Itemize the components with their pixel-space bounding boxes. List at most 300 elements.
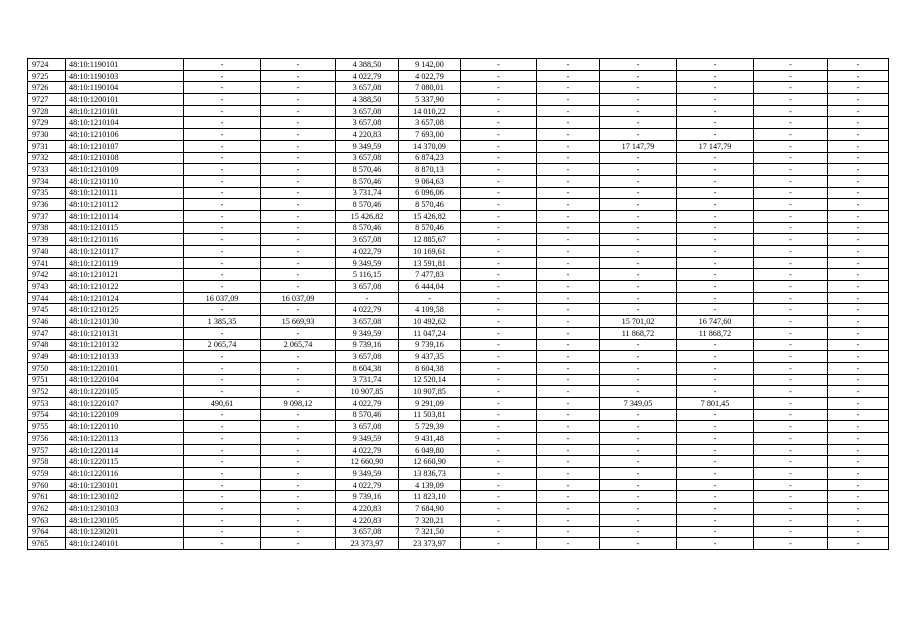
cadastral-value-table [27,58,889,550]
value-cell: - [184,199,261,211]
table-row [28,210,889,222]
value-cell: - [461,257,537,269]
value-cell: - [184,433,261,445]
value-cell: 9 739,16 [336,491,399,503]
value-cell: - [461,374,537,386]
value-cell: 3 657,08 [336,152,399,164]
value-cell: 8 604,38 [399,362,461,374]
value-cell: - [828,444,889,456]
value-cell: - [828,421,889,433]
table-row [28,152,889,164]
table-row [28,105,889,117]
value-cell: - [754,304,828,316]
value-cell: - [184,468,261,480]
value-cell: - [677,59,754,71]
value-cell: - [754,94,828,106]
value-cell: - [184,503,261,515]
value-cell: - [600,526,677,538]
value-cell: 6 096,06 [399,187,461,199]
value-cell: - [261,222,336,234]
value-cell: - [261,117,336,129]
value-cell: - [828,433,889,445]
value-cell: - [537,514,600,526]
value-cell: 9 349,59 [336,468,399,480]
value-cell: 8 570,46 [336,199,399,211]
cadastral-number: 48:10:1220107 [66,397,184,409]
value-cell: - [677,117,754,129]
value-cell: - [184,351,261,363]
value-cell: - [184,59,261,71]
row-number: 9727 [28,94,66,106]
value-cell: - [600,269,677,281]
value-cell: - [184,409,261,421]
table-row [28,433,889,445]
row-number: 9742 [28,269,66,281]
value-cell: - [461,199,537,211]
value-cell: - [537,397,600,409]
value-cell: - [754,210,828,222]
value-cell: 15 426,82 [399,210,461,222]
value-cell: - [677,421,754,433]
value-cell: - [828,70,889,82]
value-cell: - [184,82,261,94]
table-row [28,538,889,550]
value-cell: 4 139,09 [399,479,461,491]
row-number: 9759 [28,468,66,480]
value-cell: - [461,94,537,106]
value-cell: - [828,117,889,129]
value-cell: - [461,281,537,293]
value-cell: - [537,538,600,550]
cadastral-number: 48:10:1210104 [66,117,184,129]
value-cell: - [828,105,889,117]
value-cell: - [600,479,677,491]
value-cell: - [184,362,261,374]
value-cell: - [261,456,336,468]
value-cell: - [754,339,828,351]
value-cell: 3 657,08 [336,526,399,538]
value-cell: - [828,140,889,152]
value-cell: 8 570,46 [336,175,399,187]
table-row [28,327,889,339]
table-row [28,129,889,141]
value-cell: - [461,409,537,421]
row-number: 9745 [28,304,66,316]
value-cell: - [537,140,600,152]
value-cell: 3 657,08 [336,421,399,433]
value-cell: - [261,257,336,269]
value-cell: - [537,94,600,106]
table-row [28,246,889,258]
value-cell: - [184,444,261,456]
value-cell: - [461,292,537,304]
value-cell: - [828,456,889,468]
value-cell: - [461,386,537,398]
value-cell: - [184,210,261,222]
value-cell: - [461,397,537,409]
value-cell: 11 823,10 [399,491,461,503]
row-number: 9731 [28,140,66,152]
value-cell: 8 870,13 [399,164,461,176]
value-cell: - [754,374,828,386]
row-number: 9741 [28,257,66,269]
value-cell: - [600,292,677,304]
cadastral-number: 48:10:1210111 [66,187,184,199]
value-cell: - [828,386,889,398]
value-cell: - [184,140,261,152]
value-cell: - [461,538,537,550]
table-row [28,234,889,246]
value-cell: - [677,175,754,187]
row-number: 9750 [28,362,66,374]
cadastral-number: 48:10:1210119 [66,257,184,269]
row-number: 9762 [28,503,66,515]
value-cell: - [184,164,261,176]
value-cell: 14 370,09 [399,140,461,152]
cadastral-number: 48:10:1220101 [66,362,184,374]
row-number: 9763 [28,514,66,526]
value-cell: 11 047,24 [399,327,461,339]
value-cell: 3 657,08 [336,351,399,363]
value-cell: 7 321,50 [399,526,461,538]
value-cell: - [461,526,537,538]
value-cell: - [600,362,677,374]
row-number: 9747 [28,327,66,339]
value-cell: - [261,538,336,550]
value-cell: 9 349,59 [336,140,399,152]
value-cell: 2 065,74 [184,339,261,351]
row-number: 9744 [28,292,66,304]
value-cell: 9 349,59 [336,257,399,269]
value-cell: - [677,199,754,211]
value-cell: - [261,374,336,386]
row-number: 9732 [28,152,66,164]
value-cell: - [754,444,828,456]
value-cell: 4 220,83 [336,514,399,526]
value-cell: - [677,269,754,281]
value-cell: - [261,246,336,258]
value-cell: - [461,421,537,433]
value-cell: - [261,386,336,398]
value-cell: - [754,152,828,164]
value-cell: - [677,491,754,503]
table-row [28,304,889,316]
value-cell: - [261,491,336,503]
value-cell: - [754,140,828,152]
value-cell: - [184,479,261,491]
value-cell: - [461,316,537,328]
value-cell: - [461,339,537,351]
value-cell: - [677,94,754,106]
value-cell: - [537,304,600,316]
value-cell: 7 801,45 [677,397,754,409]
value-cell: 16 037,09 [184,292,261,304]
value-cell: - [461,433,537,445]
cadastral-number: 48:10:1220115 [66,456,184,468]
value-cell: - [677,444,754,456]
value-cell: - [261,479,336,491]
value-cell: - [184,421,261,433]
value-cell: - [828,175,889,187]
value-cell: 3 657,08 [336,105,399,117]
value-cell: - [537,129,600,141]
value-cell: - [261,468,336,480]
row-number: 9729 [28,117,66,129]
value-cell: - [828,292,889,304]
value-cell: 4 388,50 [336,94,399,106]
value-cell: - [261,164,336,176]
value-cell: 9 739,16 [336,339,399,351]
row-number: 9758 [28,456,66,468]
table-row [28,362,889,374]
row-number: 9728 [28,105,66,117]
table-row [28,491,889,503]
value-cell: 11 868,72 [677,327,754,339]
value-cell: - [600,105,677,117]
value-cell: - [261,269,336,281]
value-cell: 6 049,80 [399,444,461,456]
value-cell: - [600,468,677,480]
value-cell: - [461,246,537,258]
value-cell: 23 373,97 [336,538,399,550]
value-cell: - [600,117,677,129]
value-cell: - [261,526,336,538]
value-cell: - [261,444,336,456]
value-cell: - [461,152,537,164]
value-cell: - [677,234,754,246]
cadastral-number: 48:10:1210130 [66,316,184,328]
value-cell: - [537,199,600,211]
value-cell: - [184,374,261,386]
value-cell: - [600,374,677,386]
value-cell: - [600,444,677,456]
value-cell: 12 520,14 [399,374,461,386]
value-cell: 9 142,00 [399,59,461,71]
value-cell: - [677,304,754,316]
value-cell: 12 660,90 [336,456,399,468]
value-cell: - [261,210,336,222]
value-cell: - [600,257,677,269]
value-cell: - [828,503,889,515]
value-cell: - [600,187,677,199]
value-cell: - [461,59,537,71]
value-cell: - [677,105,754,117]
value-cell: - [537,339,600,351]
value-cell: - [261,152,336,164]
row-number: 9733 [28,164,66,176]
table-row [28,386,889,398]
value-cell: - [261,362,336,374]
value-cell: 17 147,79 [677,140,754,152]
value-cell: - [754,503,828,515]
cadastral-number: 48:10:1210106 [66,129,184,141]
table-row [28,94,889,106]
value-cell: - [828,281,889,293]
value-cell: - [677,456,754,468]
value-cell: - [677,246,754,258]
table-row [28,514,889,526]
row-number: 9724 [28,59,66,71]
cadastral-number: 48:10:1210116 [66,234,184,246]
cadastral-number: 48:10:1210131 [66,327,184,339]
value-cell: - [399,292,461,304]
value-cell: - [600,70,677,82]
value-cell: - [261,327,336,339]
value-cell: - [754,222,828,234]
value-cell: 4 109,58 [399,304,461,316]
value-cell: 13 836,73 [399,468,461,480]
value-cell: - [754,386,828,398]
value-cell: 7 349,05 [600,397,677,409]
value-cell: - [828,246,889,258]
value-cell: - [261,351,336,363]
value-cell: - [677,339,754,351]
value-cell: - [261,94,336,106]
value-cell: - [184,269,261,281]
value-cell: - [537,526,600,538]
value-cell: - [828,468,889,480]
value-cell: - [537,257,600,269]
value-cell: - [677,257,754,269]
cadastral-number: 48:10:1210107 [66,140,184,152]
value-cell: 11 503,81 [399,409,461,421]
value-cell: - [828,82,889,94]
value-cell: - [537,456,600,468]
value-cell: - [184,526,261,538]
value-cell: 12 660,90 [399,456,461,468]
value-cell: - [461,479,537,491]
value-cell: - [461,140,537,152]
value-cell: - [600,152,677,164]
value-cell: - [537,70,600,82]
cadastral-number: 48:10:1210110 [66,175,184,187]
cadastral-number: 48:10:1210124 [66,292,184,304]
table-row [28,82,889,94]
value-cell: - [600,234,677,246]
table-row [28,199,889,211]
value-cell: - [184,491,261,503]
value-cell: - [184,257,261,269]
value-cell: - [600,503,677,515]
table-row [28,187,889,199]
table-row [28,444,889,456]
cadastral-number: 48:10:1210114 [66,210,184,222]
cadastral-number: 48:10:1230101 [66,479,184,491]
table-row [28,117,889,129]
value-cell: - [537,491,600,503]
value-cell: - [537,175,600,187]
value-cell: - [184,538,261,550]
value-cell: - [184,187,261,199]
value-cell: - [754,269,828,281]
value-cell: 16 037,09 [261,292,336,304]
value-cell: - [184,222,261,234]
value-cell: - [537,281,600,293]
value-cell: - [461,444,537,456]
value-cell: - [677,468,754,480]
value-cell: - [184,246,261,258]
value-cell: 9 349,59 [336,433,399,445]
table-row [28,175,889,187]
value-cell: - [461,468,537,480]
value-cell: - [754,281,828,293]
value-cell: - [828,479,889,491]
value-cell: - [754,117,828,129]
value-cell: 14 010,22 [399,105,461,117]
value-cell: - [184,234,261,246]
value-cell: 4 022,79 [336,304,399,316]
row-number: 9739 [28,234,66,246]
cadastral-number: 48:10:1220114 [66,444,184,456]
value-cell: - [184,117,261,129]
cadastral-number: 48:10:1190101 [66,59,184,71]
table-row [28,269,889,281]
value-cell: - [754,538,828,550]
table-row [28,59,889,71]
value-cell: 7 477,83 [399,269,461,281]
table-row [28,316,889,328]
value-cell: - [828,94,889,106]
value-cell: - [828,526,889,538]
value-cell: - [828,257,889,269]
value-cell: - [537,409,600,421]
row-number: 9730 [28,129,66,141]
value-cell: 10 492,62 [399,316,461,328]
value-cell: - [184,152,261,164]
value-cell: - [828,152,889,164]
table-row [28,374,889,386]
value-cell: 15 701,02 [600,316,677,328]
row-number: 9735 [28,187,66,199]
value-cell: - [828,304,889,316]
value-cell: - [677,386,754,398]
value-cell: - [677,152,754,164]
value-cell: - [537,351,600,363]
value-cell: - [754,82,828,94]
value-cell: 5 116,15 [336,269,399,281]
cadastral-number: 48:10:1210117 [66,246,184,258]
value-cell: - [537,468,600,480]
row-number: 9749 [28,351,66,363]
value-cell: - [537,503,600,515]
value-cell: - [828,316,889,328]
value-cell: - [537,246,600,258]
row-number: 9753 [28,397,66,409]
value-cell: - [754,514,828,526]
value-cell: - [537,164,600,176]
cadastral-number: 48:10:1220110 [66,421,184,433]
value-cell: - [184,175,261,187]
value-cell: - [261,433,336,445]
table-row [28,140,889,152]
value-cell: - [828,327,889,339]
value-cell: 17 147,79 [600,140,677,152]
value-cell: - [600,304,677,316]
value-cell: - [754,491,828,503]
cadastral-number: 48:10:1210125 [66,304,184,316]
value-cell: - [677,281,754,293]
value-cell: - [754,199,828,211]
row-number: 9764 [28,526,66,538]
value-cell: - [828,351,889,363]
value-cell: - [754,397,828,409]
cadastral-number: 48:10:1220104 [66,374,184,386]
value-cell: - [754,105,828,117]
value-cell: - [677,129,754,141]
value-cell: - [261,140,336,152]
value-cell: 9 098,12 [261,397,336,409]
value-cell: 8 570,46 [399,222,461,234]
